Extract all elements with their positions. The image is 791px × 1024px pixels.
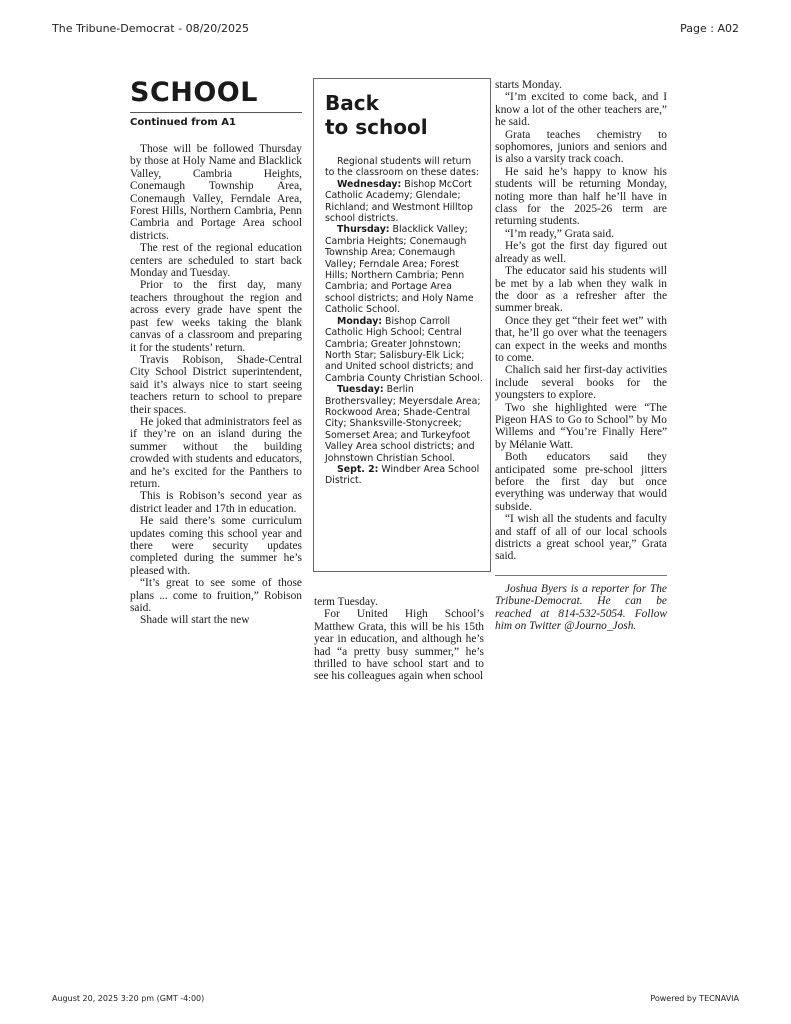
sidebar-title-line-1: Back xyxy=(325,91,379,115)
continued-from-label: Continued from A1 xyxy=(130,117,236,128)
sidebar-title xyxy=(325,91,483,139)
sidebar-body xyxy=(325,156,483,487)
paragraph: Shade will start the new xyxy=(140,614,250,627)
paragraph: Chalich said her first-day activities include several books for the youngsters to explore. xyxy=(495,364,667,402)
paragraph: Grata teaches chemistry to sophomores, juniors and seniors and is also a varsity track coach. xyxy=(495,128,667,166)
paragraph: “It’s great to see some of those plans ... come to fruition,” Robison said. xyxy=(130,577,302,615)
paragraph: Those will be followed Thursday by those at Holy Name and Blacklick Valley, Cambria Heights, Conemaugh Township Area, Conemaugh Valley, Ferndale Area, Forest Hills, Northern Cambria, Penn Cambria and Portage Area school districts. xyxy=(130,143,302,242)
paragraph: For United High School’s Matthew Grata, this will be his 15th year in education, and although he’s had “a pretty busy summer,” he’s thrilled to have school start and to see his colleagues again when school xyxy=(314,608,484,683)
sidebar-entry xyxy=(325,464,483,487)
back-to-school-sidebar xyxy=(313,78,491,572)
sidebar-entry-text: Berlin Brothersvalley; Meyersdale Area; Rockwood Area; Shade-Central City; Shanksville-Stonycreek; Somerset Area; and Turkeyfoot Valley Area school districts; and Johnstown Christian School. xyxy=(325,384,481,464)
paragraph: Travis Robison, Shade-Central City School District superintendent, said it’s always nice to start seeing teachers return to school to prepare their spaces. xyxy=(130,353,302,416)
sidebar-title-line-2: to school xyxy=(325,115,428,139)
paragraph: “I’m excited to come back, and I know a lot of the other teachers are,” he said. xyxy=(495,91,667,129)
sidebar-intro: Regional students will return to the classroom on these dates: xyxy=(325,156,480,179)
page-number-label: Page : A02 xyxy=(680,22,739,35)
paragraph: He’s got the first day figured out already as well. xyxy=(495,240,667,265)
footer-powered-by: Powered by TECNAVIA xyxy=(650,994,739,1003)
article-headline: SCHOOL xyxy=(130,76,302,113)
paragraph: The rest of the regional education centers are scheduled to start back Monday and Tuesday. xyxy=(130,242,302,280)
sidebar-entry-text: Bishop Carroll Catholic High School; Central Cambria; Greater Johnstown; North Star; Salisbury-Elk Lick; and United school districts; and Cambria County Christian School. xyxy=(325,315,483,384)
sidebar-entry xyxy=(325,179,483,225)
article-column-1 xyxy=(130,143,302,627)
author-byline xyxy=(495,575,667,633)
paragraph: “I wish all the students and faculty and staff of all of our local schools districts a great school year,” Grata said. xyxy=(495,513,667,563)
paragraph: starts Monday. xyxy=(495,79,562,91)
sidebar-entry-day: Tuesday: xyxy=(337,384,384,396)
article-column-2 xyxy=(314,596,484,683)
byline-text: Joshua Byers is a reporter for The Tribune-Democrat. He can be reached at 814-532-5054. Follow him on Twitter @Journo_Josh. xyxy=(495,582,667,633)
page-header-publication: The Tribune-Democrat - 08/20/2025 xyxy=(52,22,249,35)
sidebar-entry-day: Monday: xyxy=(337,315,383,327)
paragraph: Two she highlighted were “The Pigeon HAS to Go to School” by Mo Willems and “You’re Finally Here” by Mélanie Watt. xyxy=(495,401,667,451)
sidebar-entry xyxy=(325,384,483,464)
sidebar-entry-day: Thursday: xyxy=(337,224,390,236)
paragraph: He said there’s some curriculum updates coming this school year and there were security updates completed during the summer he’s pleased with. xyxy=(130,515,302,577)
sidebar-entry-text: Bishop McCort Catholic Academy; Glendale; Richland; and Westmont Hilltop school districts. xyxy=(325,178,473,225)
paragraph: This is Robison’s second year as district leader and 17th in education. xyxy=(130,490,302,515)
footer-timestamp: August 20, 2025 3:20 pm (GMT -4:00) xyxy=(52,994,205,1003)
paragraph: Prior to the first day, many teachers throughout the region and across every grade have spent the past few weeks taking the blank canvas of a classroom and preparing it for the students’ return. xyxy=(130,279,302,354)
sidebar-entry-day: Wednesday: xyxy=(337,178,402,190)
sidebar-entry-text: Blacklick Valley; Cambria Heights; Conemaugh Township Area; Conemaugh Valley; Ferndale Area; Forest Hills; Northern Cambria; Penn Cambria; and Portage Area school districts; and Holy Name Catholic School. xyxy=(325,224,474,316)
paragraph: Both educators said they anticipated some pre-school jitters before the first day but once everything was underway that would subside. xyxy=(495,451,667,513)
paragraph: He said he’s happy to know his students will be returning Monday, noting more than half he’ll have in class for the 2025-26 term are returning students. xyxy=(495,165,667,228)
paragraph: “I’m ready,” Grata said. xyxy=(505,227,614,240)
sidebar-entry xyxy=(325,316,483,384)
article-column-3 xyxy=(495,79,667,632)
paragraph: term Tuesday. xyxy=(314,596,378,608)
sidebar-entry xyxy=(325,224,483,315)
paragraph: He joked that administrators feel as if they’re on an island during the summer without the building crowded with students and educators, and he’s excited for the Panthers to return. xyxy=(130,415,302,490)
sidebar-entry-day: Sept. 2: xyxy=(337,463,379,475)
paragraph: Once they get “their feet wet” with that, he’ll go over what the teenagers can expect in the weeks and months to come. xyxy=(495,314,667,364)
paragraph: The educator said his students will be met by a lab when they walk in the door as a refresher after the summer break. xyxy=(495,265,667,315)
sidebar-entry-text: Windber Area School District. xyxy=(325,463,480,487)
